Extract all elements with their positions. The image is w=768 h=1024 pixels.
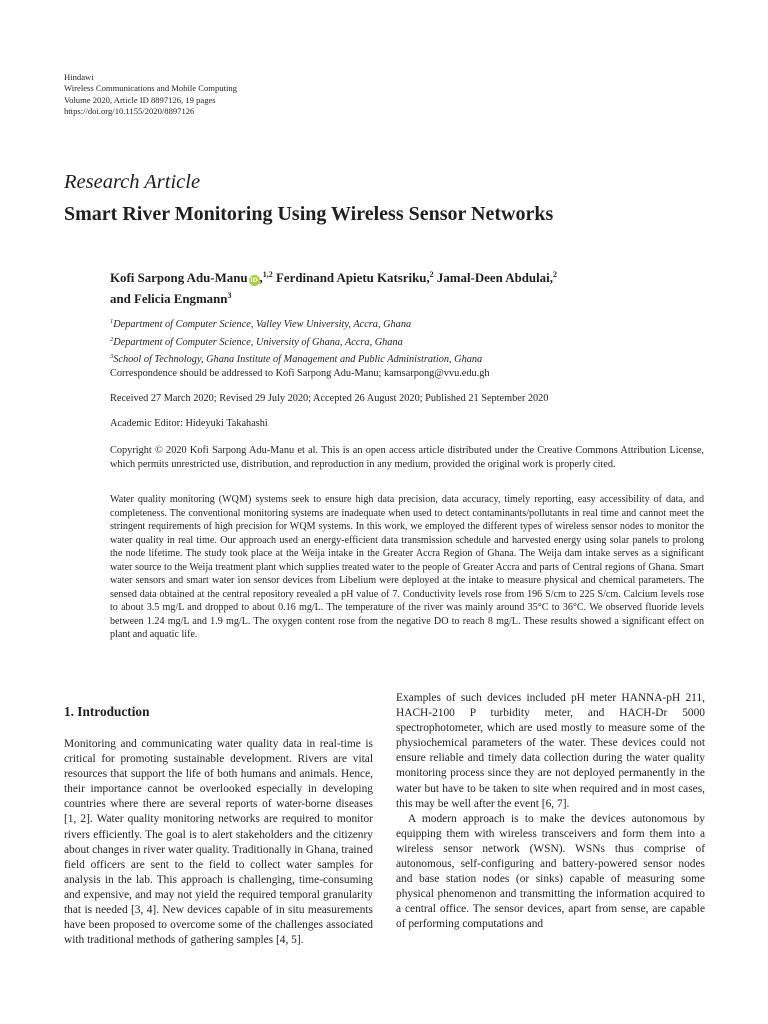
affiliation-text: Department of Computer Science, University of Ghana, Accra, Ghana xyxy=(113,336,403,348)
orcid-icon[interactable]: iD xyxy=(250,276,258,284)
author-name: Kofi Sarpong Adu-Manu xyxy=(110,271,248,285)
paragraph: Monitoring and communicating water quality data in real-time is critical for promoting sustainable development. Rivers are vital resources that support the life of both humans and animals. Hence, their importance cannot be overlooked especially in developing countries where there are several reports of water-borne diseases [1, 2]. Water quality monitoring networks are required to monitor rivers efficiently. The goal is to alert stakeholders and the citizenry about changes in river water quality. Traditionally in Ghana, trained field officers are sent to the field to collect water samples for analysis in the lab. This approach is challenging, time-consuming and expensive, and may not yield the required temporal granularity that is needed [3, 4]. New devices capable of in situ measurements have been proposed to overcome some of the challenges associated with traditional methods of gathering samples [4, 5]. xyxy=(64,738,373,947)
copyright-notice: Copyright © 2020 Kofi Sarpong Adu-Manu et al. This is an open access article distributed under the Creative Commons Attribution License, which permits unrestricted use, distribution, and reproduction in any medium, provided the original work is properly cited. xyxy=(110,445,704,470)
journal-info xyxy=(64,72,237,118)
article-type-label: Research Article xyxy=(64,171,201,193)
author-affiliation-sup: 2 xyxy=(552,270,557,279)
affiliation-text: Department of Computer Science, Valley View University, Accra, Ghana xyxy=(113,319,412,330)
publisher-name: Hindawi xyxy=(64,72,94,82)
author-affiliation-sup: 1,2 xyxy=(262,270,273,279)
affiliation-sup: 2 xyxy=(110,335,114,343)
paragraph: Examples of such devices included pH meter HANNA-pH 211, HACH-2100 P turbidity meter, and HACH-Dr 5000 spectrophotometer, which are used mostly to measure some of the physiochemical parameters of the water. These devices could not ensure reliable and timely data collection during the water quality monitoring process since they are not deployed permanently in the water but have to be taken to site when required and in most cases, this may be well after the event [6, 7]. xyxy=(396,692,705,810)
right-column xyxy=(396,691,705,933)
author-affiliation-sup: 2 xyxy=(429,270,434,279)
author-name: and Felicia Engmann xyxy=(110,292,228,306)
affiliation-sup: 1 xyxy=(110,318,114,325)
volume-info: Volume 2020, Article ID 8897126, 19 pages xyxy=(64,94,216,105)
affiliation-sup: 3 xyxy=(110,353,114,361)
article-title: Smart River Monitoring Using Wireless Sensor Networks xyxy=(64,203,554,225)
affiliation xyxy=(110,333,482,351)
section-heading-introduction: 1. Introduction xyxy=(64,704,150,719)
academic-editor-line: Academic Editor: Hideyuki Takahashi xyxy=(110,418,268,429)
dates-line: Received 27 March 2020; Revised 29 July 2020; Accepted 26 August 2020; Published 21 September 2020 xyxy=(110,393,549,404)
correspondence-line: Correspondence should be addressed to Kofi Sarpong Adu-Manu; kamsarpong@vvu.edu.gh xyxy=(110,368,490,379)
author-name: Jamal-Deen Abdulai xyxy=(436,271,550,285)
left-column xyxy=(64,737,373,948)
affiliation-text: School of Technology, Ghana Institute of Management and Public Administration, Ghana xyxy=(113,354,483,366)
affiliation xyxy=(110,350,482,368)
affiliation-list xyxy=(110,315,482,368)
journal-name: Wireless Communications and Mobile Computing xyxy=(64,83,237,94)
author-name: Ferdinand Apietu Katsriku xyxy=(276,271,427,285)
abstract-text: Water quality monitoring (WQM) systems seek to ensure high data precision, data accuracy, timely reporting, easy accessibility of data, and completeness. The conventional monitoring systems are inadequate when used to detect contaminants/pollutants in real time and cannot meet the stringent requirements of high precision for WQM systems. In this work, we employed the different types of wireless sensor nodes to monitor the water quality in real time. Our approach used an energy-efficient data transmission schedule and harvested energy using solar panels to prolong the node lifetime. The study took place at the Weija intake in the Greater Accra Region of Ghana. The Weija dam intake serves as a significant water source to the Weija treatment plant which supplies treated water to the people of Greater Accra and parts of Central regions of Ghana. Smart water sensors and smart water ion sensor devices from Libelium were deployed at the intake to measure physical and chemical parameters. The sensed data obtained at the central repository revealed a pH value of 7. Conductivity levels rose from 196 S/cm to 225 S/cm. Calcium levels rose to about 3.5 mg/L and dropped to about 0.16 mg/L. The temperature of the river was mainly around 35°C to 36°C. We observed fluoride levels between 1.24 mg/L and 1.9 mg/L. The oxygen content rose from the negative DO to reach 8 mg/L. These results showed a significant effect on plant and aquatic life. xyxy=(110,494,704,641)
author-affiliation-sup: 3 xyxy=(227,291,232,300)
paragraph: A modern approach is to make the devices autonomous by equipping them with wireless transceivers and form them into a wireless sensor network (WSN). WSNs thus comprise of autonomous, self-configuring and battery-powered sensor nodes and base station nodes (or sinks) capable of measuring some physical phenomenon and transmitting the information acquired to a central office. The sensor devices, apart from sense, are capable of performing computations and xyxy=(396,812,705,931)
doi-link[interactable]: https://doi.org/10.1155/2020/8897126 xyxy=(64,106,195,117)
author-list: Kofi Sarpong Adu-Manu iD ,$^{1,2}$ Ferdinand Apietu Katsriku,$^2$ Jamal-Deen Abdulai,$^2$ and Felicia Engmann$^3$ xyxy=(110,270,557,306)
affiliation xyxy=(110,315,482,333)
